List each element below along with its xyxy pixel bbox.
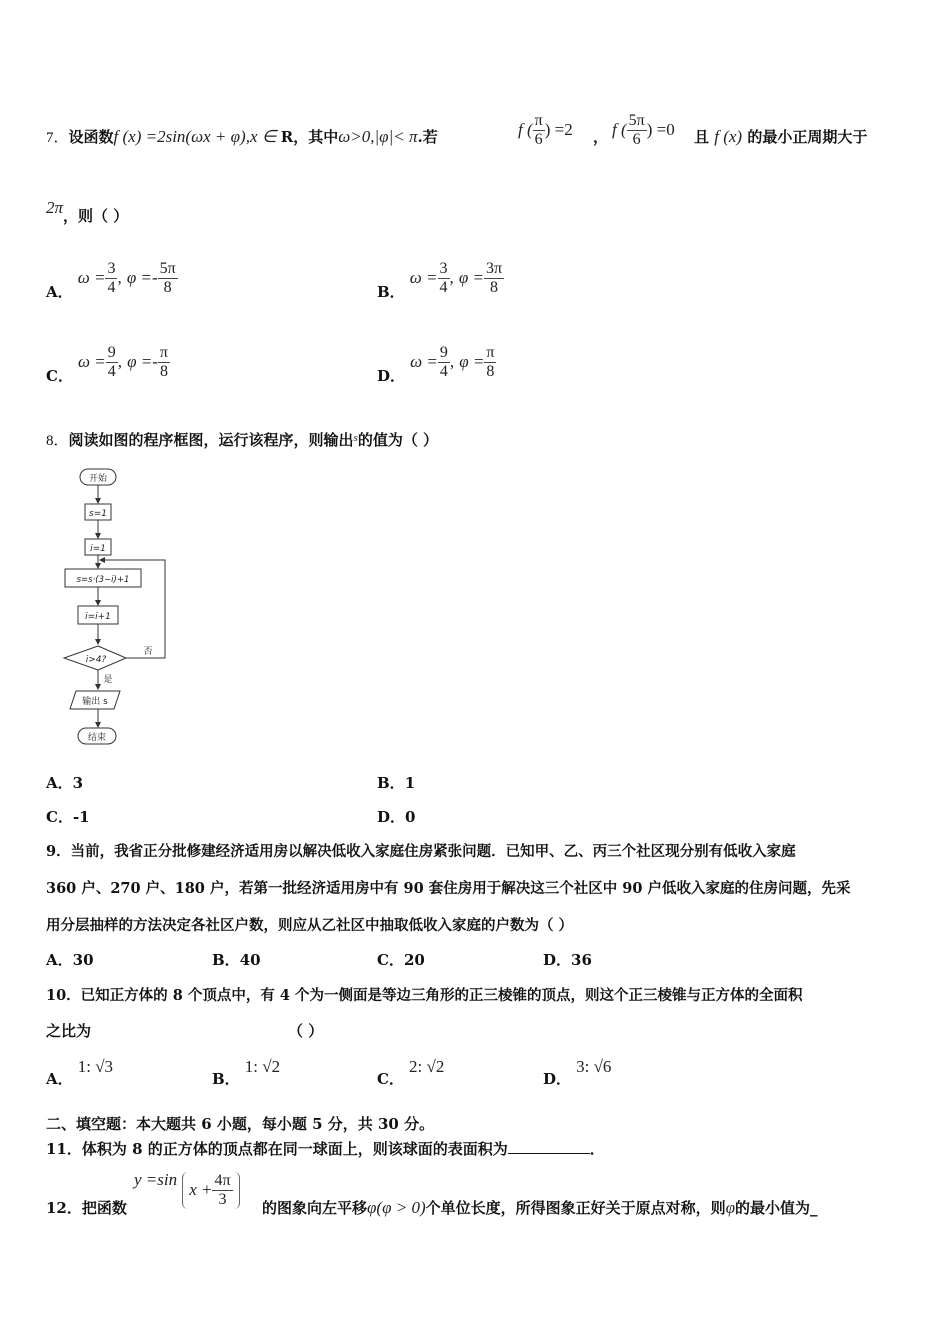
q10-answer-parens: （ ） [288,1022,324,1040]
option-label: A． [46,951,73,969]
phi-eq: φ = [459,352,485,371]
omega-numerator: 3 [439,260,448,277]
omega-fraction [438,344,450,381]
q7-f1-value: ) =2 [544,120,573,139]
phi-fraction [158,344,170,381]
flowchart-no-label: 否 [143,647,153,657]
option-label: D． [543,1070,572,1088]
q7-f1-fraction [533,112,545,149]
option-label: B． [377,283,405,301]
flowchart-condition-label: i>4? [85,655,107,665]
q7-text: ，其中 [293,128,339,146]
q7-line-1-end [694,126,867,147]
q9-option-b[interactable] [212,949,261,970]
q7-f2-numerator: 5π [628,112,645,129]
q7-option-c[interactable] [46,344,170,385]
q7-period: 2π [46,198,64,217]
q7-option-d[interactable] [377,344,496,385]
phi-fraction [484,260,504,297]
q8-text: 阅读如图的程序框图，运行该程序，则输出 [68,431,354,449]
option-label: B． [377,774,405,792]
q10-text: 之比为 [46,1022,92,1040]
q7-f2-denominator: 6 [632,131,641,148]
q11-answer-blank[interactable] [508,1139,590,1154]
q7-function-formula: f (x) =2sin(ωx + φ) [113,127,246,146]
omega-denominator: 4 [107,279,116,296]
phi-denominator: 8 [163,279,172,296]
q7-number: 7． [46,130,69,146]
option-label: C． [46,367,73,385]
q8-option-a[interactable] [46,772,83,793]
phi-fraction [158,260,178,297]
q7-separator: ， [593,128,609,146]
q7-text: 设函数 [68,128,114,146]
omega-denominator: 4 [107,363,116,380]
q8-variable: s [353,432,358,444]
q12-parentheses [182,1172,239,1209]
q8-text: 的值为（ ） [357,431,439,449]
q12-text: 的最小值为_ [735,1199,818,1217]
phi-denominator: 8 [486,363,495,380]
q7-option-b[interactable] [377,260,504,301]
option-value: -1 [72,808,90,826]
option-value: 2: √2 [409,1057,445,1076]
q7-condition-f-pi-6 [518,112,573,149]
q12-x-plus: x + [189,1180,213,1199]
omega-denominator: 4 [439,363,448,380]
q10-option-a[interactable] [46,1056,114,1088]
q12-numerator: 4π [214,1172,231,1189]
q11-end: ． [589,1140,605,1158]
option-value: 1 [404,774,416,792]
flowchart-output-label: 输出 s [82,697,108,707]
phi-numerator: 3π [486,260,503,277]
option-value: 40 [239,951,261,969]
option-label: B． [212,1070,240,1088]
q7-f2-fraction [627,112,647,149]
q7-f1-denominator: 6 [534,131,543,148]
option-label: D． [543,951,572,969]
q8-option-b[interactable] [377,772,415,793]
comma: , [449,352,455,371]
question-9-line-1: 9．当前，我省正分批修建经济适用房以解决低收入家庭住房紧张问题．已知甲、乙、丙三个社区现分别有低收入家庭 [46,843,796,860]
section-2-title: 二、填空题：本大题共 6 小题，每小题 5 分，共 30 分。 [46,1115,435,1133]
q9-option-d[interactable] [543,949,592,970]
question-11 [46,1138,605,1159]
omega-eq: ω = [77,268,106,287]
option-label: C． [46,808,73,826]
option-label: C． [377,1070,404,1088]
q7-f2-prefix: f ( [612,120,627,139]
q10-option-d[interactable] [543,1056,612,1088]
omega-numerator: 3 [107,260,116,277]
q7-text: 且 [694,128,710,146]
q7-domain: ,x ∈ [245,127,281,146]
q7-text: 的最小正周期大于 [747,128,868,146]
phi-numerator: π [159,344,168,361]
comma: , [117,352,123,371]
option-value: 1: √3 [77,1057,114,1076]
omega-numerator: 9 [107,344,116,361]
q9-option-c[interactable] [377,949,425,970]
q7-conditions: ω>0,|φ|< π [338,127,418,146]
omega-eq: ω = [78,352,106,371]
q12-function [134,1172,240,1209]
q12-condition: (φ > 0) [376,1198,426,1217]
flowchart-i-init-label: i=1 [90,544,106,554]
q8-option-d[interactable] [377,806,415,827]
option-value: 3 [72,774,84,792]
q12-fraction [212,1172,232,1209]
phi-denominator: 8 [490,279,499,296]
option-label: D． [377,367,406,385]
option-label: A． [46,283,73,301]
flowchart-s-init-label: s=1 [89,509,107,519]
q9-option-a[interactable] [46,949,94,970]
phi-numerator: 5π [159,260,176,277]
option-label: C． [377,951,404,969]
flowchart-update-label: s=s·(3−i)+1 [76,575,130,585]
q11-text: 11．体积为 8 的正方体的顶点都在同一球面上，则该球面的表面积为 [46,1140,508,1158]
q7-f2-value: ) =0 [646,120,675,139]
question-8 [46,429,438,450]
option-value: 36 [571,951,592,969]
question-9-line-2: 360 户、270 户、180 户，若第一批经济适用房中有 90 套住房用于解决这三个社区中 90 户低收入家庭的住房问题，先采 [46,880,851,897]
omega-fraction [105,260,117,297]
phi-eq: φ =- [127,352,158,371]
omega-eq: ω = [410,352,438,371]
question-7-line-1 [46,126,438,147]
q7-f1-prefix: f ( [518,120,533,139]
omega-fraction [438,260,450,297]
flowchart-yes-label: 是 [103,675,113,685]
omega-eq: ω = [409,268,438,287]
option-value: 20 [403,951,425,969]
phi-fraction [484,344,496,381]
flowchart-start-label: 开始 [88,474,108,484]
option-value: 0 [405,808,416,826]
option-value: 1: √2 [244,1057,281,1076]
option-label: A． [46,1070,73,1088]
q12-phi: φ [367,1198,377,1217]
q7-f1-numerator: π [534,112,543,129]
option-label: B． [212,951,240,969]
option-value: 3: √6 [576,1057,612,1076]
q7-fx: f (x) [714,127,743,146]
phi-denominator: 8 [159,363,168,380]
q7-option-a[interactable] [46,260,178,301]
option-label: D． [377,808,406,826]
question-12-text [262,1197,818,1218]
flowchart-diagram [60,464,180,754]
omega-denominator: 4 [439,279,448,296]
q12-denominator: 3 [218,1191,227,1208]
q12-text: 个单位长度，所得图象正好关于原点对称，则 [425,1199,726,1217]
option-value: 30 [72,951,94,969]
phi-eq: φ =- [126,268,158,287]
omega-numerator: 9 [439,344,448,361]
q7-real-set: R [280,128,294,146]
flowchart-end-label: 结束 [87,733,107,743]
q7-text: ，则（ ） [63,207,129,225]
comma: , [449,268,454,287]
question-12-intro: 12．把函数 [46,1199,127,1217]
question-9-line-3: 用分层抽样的方法决定各社区户数，则应从乙社区中抽取低收入家庭的户数为（ ） [46,917,574,934]
q10-option-b[interactable] [212,1056,281,1088]
option-label: A． [46,774,73,792]
q12-text: 的图象向左平移 [262,1199,368,1217]
q7-condition-f-5pi-6 [612,112,675,149]
omega-fraction [106,344,118,381]
comma: , [117,268,122,287]
q8-number: 8． [46,433,69,449]
q8-option-c[interactable] [46,806,90,827]
q10-option-c[interactable] [377,1056,445,1088]
phi-eq: φ = [458,268,484,287]
flowchart-inc-label: i=i+1 [85,612,111,622]
q12-function-prefix: y =sin [134,1170,178,1189]
question-10-line-2 [46,1020,91,1041]
q7-text: .若 [417,128,438,146]
phi-numerator: π [486,344,495,361]
question-10-line-1: 10．已知正方体的 8 个顶点中，有 4 个为一侧面是等边三角形的正三棱锥的顶点，则这个正三棱锥与正方体的全面积 [46,987,803,1004]
question-7-line-2 [46,198,129,226]
q12-phi: φ [725,1198,736,1217]
